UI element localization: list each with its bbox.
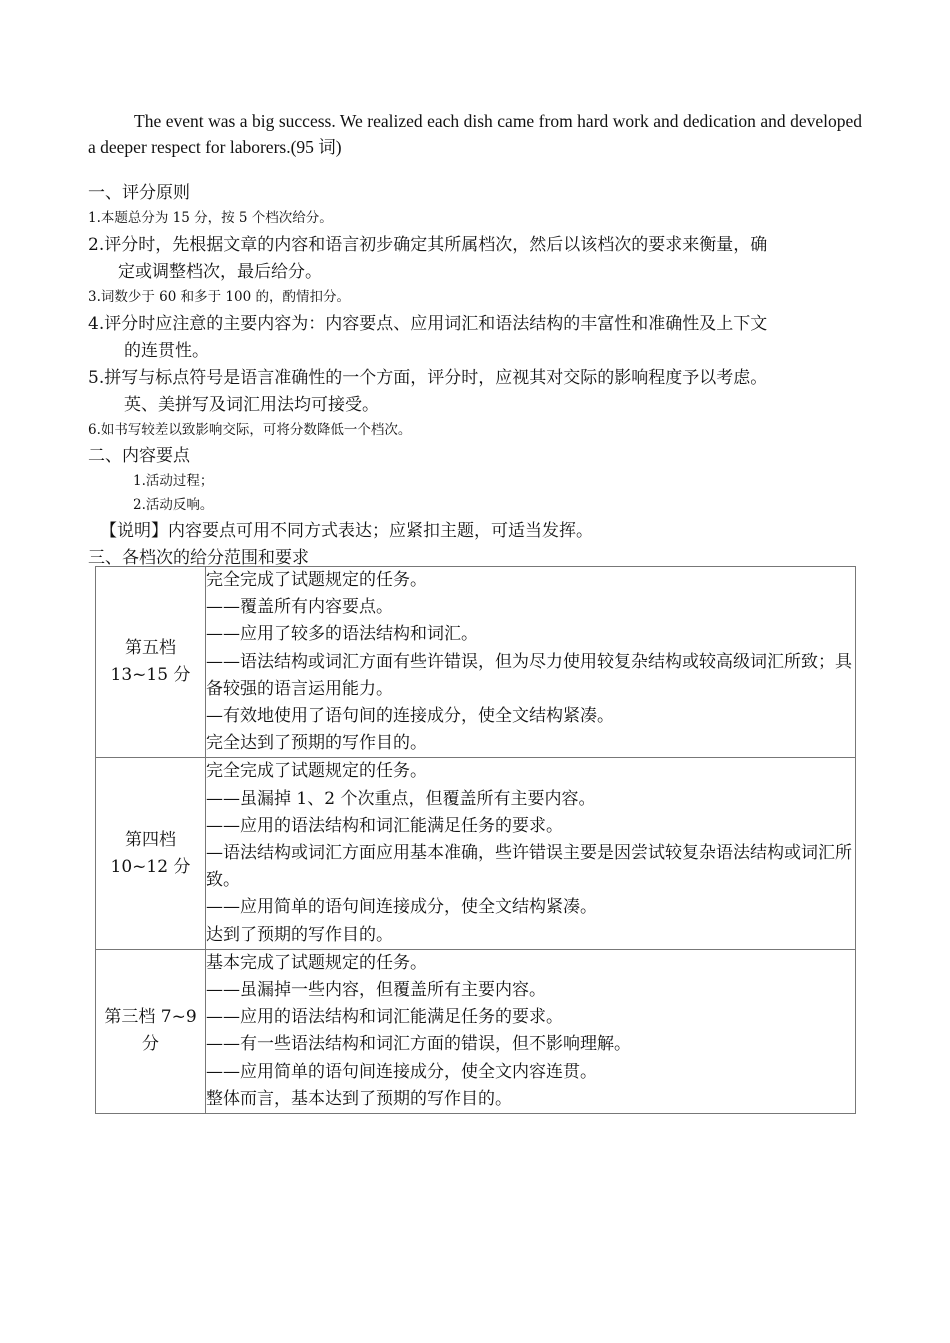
requirement-line: —有效地使用了语句间的连接成分，使全文结构紧凑。 (206, 706, 614, 727)
requirement-line: ——有一些语法结构和词汇方面的错误，但不影响理解。 (206, 1034, 631, 1055)
requirement-line: ——语法结构或词汇方面有些许错误，但为尽力使用较复杂结构或较高级词汇所致；具备较强的语言运用能力。 (206, 651, 852, 699)
requirement-cell (206, 949, 856, 1113)
section3-heading: 三、各档次的给分范围和要求 (88, 548, 309, 568)
content-note: 【说明】内容要点可用不同方式表达；应紧扣主题，可适当发挥。 (100, 521, 593, 541)
level-name: 第三档 7~9 (104, 1007, 197, 1028)
requirement-line: 达到了预期的写作目的。 (206, 924, 393, 945)
rule-5-line-2: 英、美拼写及词汇用法均可接受。 (124, 395, 379, 415)
requirement-cell (206, 758, 856, 949)
rule-5-line-1: 5.拼写与标点符号是语言准确性的一个方面，评分时，应视其对交际的影响程度予以考虑。 (88, 368, 768, 388)
level-range: 分 (142, 1034, 159, 1055)
rule-3: 3.词数少于 60 和多于 100 的，酌情扣分。 (88, 289, 350, 305)
table-row (96, 567, 856, 758)
requirement-line: ——虽漏掉一些内容，但覆盖所有主要内容。 (206, 980, 546, 1001)
requirement-line: ——应用的语法结构和词汇能满足任务的要求。 (206, 1007, 563, 1028)
requirement-line: ——应用的语法结构和词汇能满足任务的要求。 (206, 815, 563, 836)
requirement-line: ——应用简单的语句间连接成分，使全文结构紧凑。 (206, 897, 597, 918)
requirement-line: ——覆盖所有内容要点。 (206, 597, 393, 618)
section2-heading: 二、内容要点 (88, 446, 190, 466)
requirement-line: 整体而言，基本达到了预期的写作目的。 (206, 1088, 512, 1109)
section1-heading: 一、评分原则 (88, 183, 190, 203)
requirement-line: 完全达到了预期的写作目的。 (206, 733, 427, 754)
requirement-line: 完全完成了试题规定的任务。 (206, 761, 427, 782)
rule-2-line-2: 定或调整档次，最后给分。 (118, 262, 322, 282)
requirement-cell (206, 567, 856, 758)
rule-6: 6.如书写较差以致影响交际，可将分数降低一个档次。 (88, 422, 412, 438)
level-cell (96, 758, 206, 949)
level-range: 13~15 分 (110, 665, 191, 686)
content-point-1: 1.活动过程； (133, 473, 214, 489)
requirement-line: ——虽漏掉 1、2 个次重点，但覆盖所有主要内容。 (206, 788, 596, 809)
rule-1: 1.本题总分为 15 分，按 5 个档次给分。 (88, 210, 333, 226)
requirement-line: 完全完成了试题规定的任务。 (206, 570, 427, 590)
level-name: 第四档 (125, 829, 176, 850)
requirement-line: —语法结构或词汇方面应用基本准确，些许错误主要是因尝试较复杂语法结构或词汇所致。 (206, 843, 852, 891)
rule-2-line-1: 2.评分时，先根据文章的内容和语言初步确定其所属档次，然后以该档次的要求来衡量，确 (88, 235, 768, 255)
table-row (96, 758, 856, 949)
table-row (96, 949, 856, 1113)
rule-4-line-1: 4.评分时应注意的主要内容为：内容要点、应用词汇和语法结构的丰富性和准确性及上下文 (88, 314, 768, 334)
requirement-line: 基本完成了试题规定的任务。 (206, 952, 427, 973)
grading-table (95, 566, 856, 1114)
level-cell (96, 567, 206, 758)
intro-paragraph: The event was a big success. We realized each dish came from hard work and dedication and developed a deeper respect for laborers.(95 词) (88, 111, 862, 157)
requirement-line: ——应用了较多的语法结构和词汇。 (206, 624, 478, 645)
requirement-line: ——应用简单的语句间连接成分，使全文内容连贯。 (206, 1061, 597, 1082)
level-name: 第五档 (125, 638, 176, 659)
level-cell (96, 949, 206, 1113)
content-point-2: 2.活动反响。 (133, 497, 214, 513)
level-range: 10~12 分 (110, 856, 191, 877)
rule-4-line-2: 的连贯性。 (124, 341, 209, 361)
